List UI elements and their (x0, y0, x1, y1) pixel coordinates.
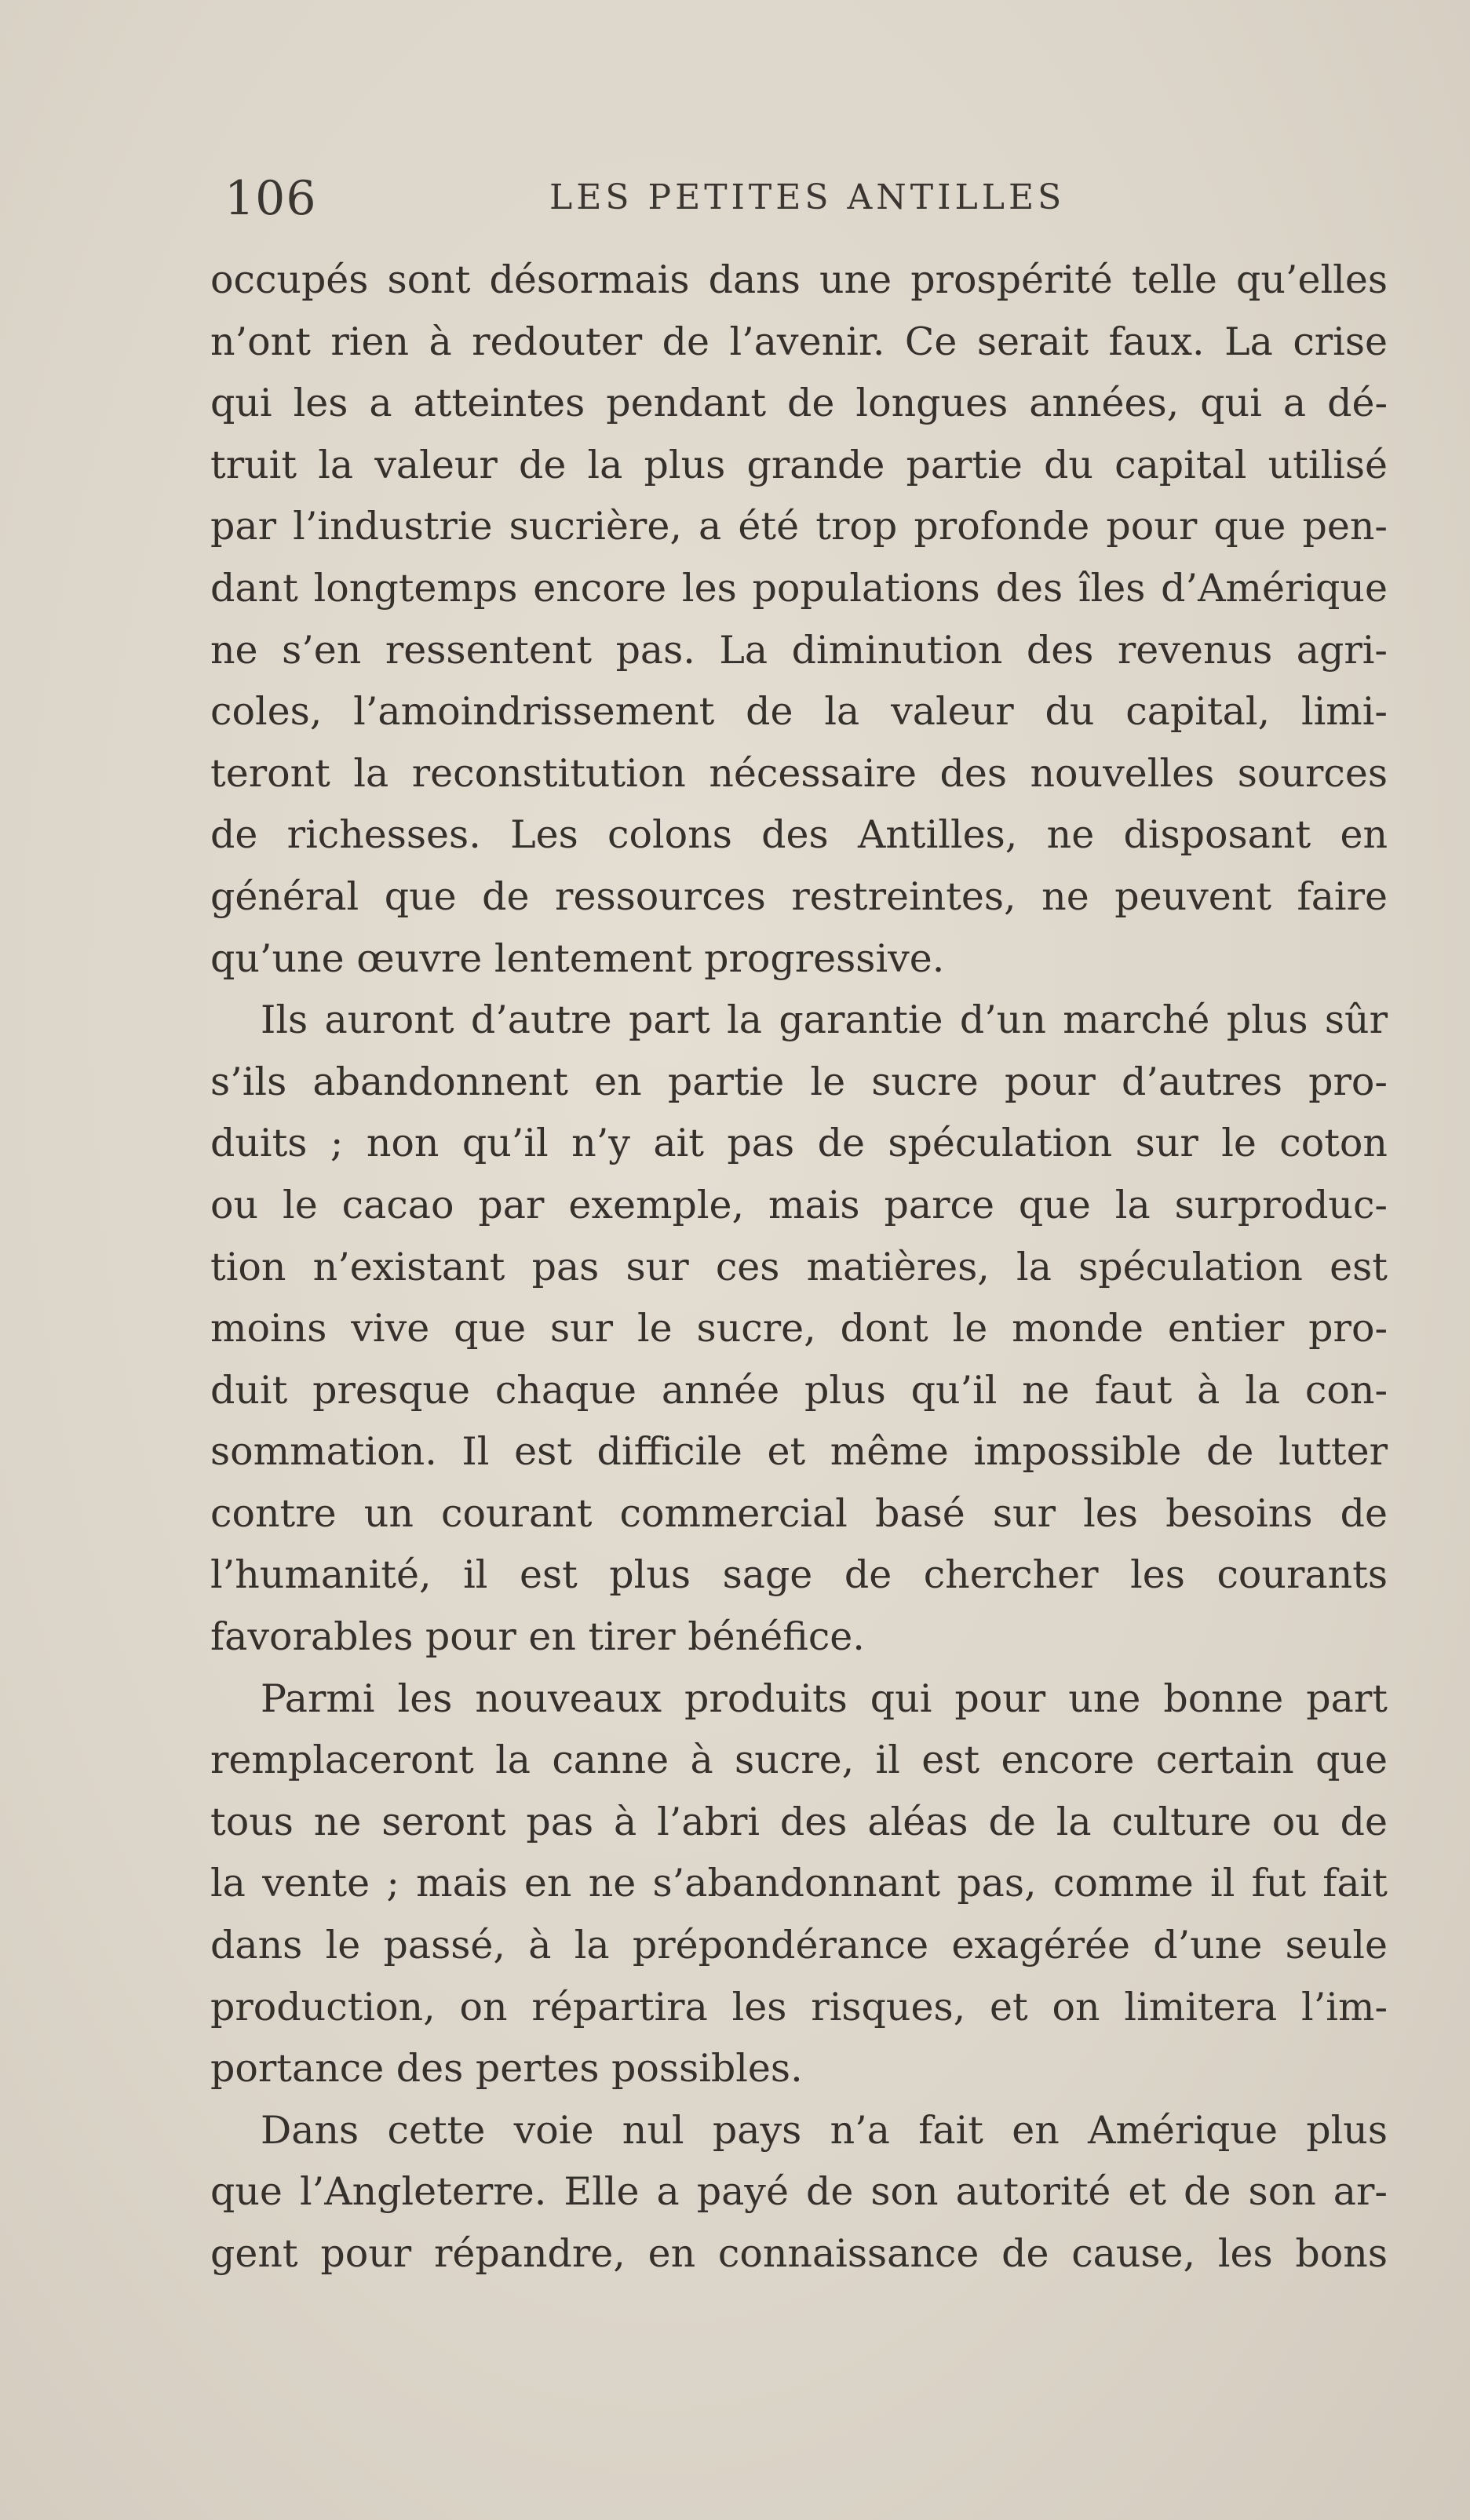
text-line: sommation. Il est difficile et même impossible de lutter (210, 1429, 1388, 1475)
page-number: 106 (224, 171, 317, 226)
text-line: portance des pertes possibles. (210, 2046, 803, 2091)
text-line: ne s’en ressentent pas. La diminution des revenus agri- (210, 627, 1388, 673)
text-line: de richesses. Les colons des Antilles, ne disposant en (210, 812, 1388, 858)
text-line: général que de ressources restreintes, ne peuvent faire (210, 873, 1388, 919)
text-line: coles, l’amoindrissement de la valeur du capital, limi- (210, 689, 1388, 735)
text-line: favorables pour en tirer bénéfice. (210, 1614, 865, 1660)
text-line: qui les a atteintes pendant de longues années, qui a dé- (210, 381, 1388, 426)
body-text (210, 250, 1388, 2285)
running-title: LES PETITES ANTILLES (549, 177, 1066, 217)
text-line: production, on répartira les risques, et on limitera l’im- (210, 1984, 1388, 2029)
paragraph-3 (210, 1668, 1388, 2100)
text-line: dans le passé, à la prépondérance exagérée d’une seule (210, 1923, 1388, 1968)
text-line: duit presque chaque année plus qu’il ne faut à la con- (210, 1367, 1388, 1413)
paragraph-2 (210, 990, 1388, 1668)
text-line: Ils auront d’autre part la garantie d’un marché plus sûr (261, 997, 1388, 1043)
text-line: que l’Angleterre. Elle a payé de son autorité et de son ar- (210, 2169, 1388, 2215)
paragraph-1 (210, 250, 1388, 990)
text-line: qu’une œuvre lentement progressive. (210, 935, 945, 981)
text-line: la vente ; mais en ne s’abandonnant pas, comme il fut fait (210, 1861, 1388, 1906)
text-line: duits ; non qu’il n’y ait pas de spéculation sur le coton (210, 1121, 1388, 1166)
text-line: tous ne seront pas à l’abri des aléas de la culture ou de (210, 1799, 1388, 1844)
text-line: n’ont rien à redouter de l’avenir. Ce serait faux. La crise (210, 319, 1388, 364)
text-line: par l’industrie sucrière, a été trop profonde pour que pen- (210, 504, 1388, 549)
text-line: ou le cacao par exemple, mais parce que la surproduc- (210, 1182, 1388, 1227)
text-line: Dans cette voie nul pays n’a fait en Amérique plus (261, 2107, 1388, 2153)
text-line: tion n’existant pas sur ces matières, la spéculation est (210, 1244, 1388, 1289)
text-line: contre un courant commercial basé sur les besoins de (210, 1490, 1388, 1536)
text-line: remplaceront la canne à sucre, il est encore certain que (210, 1738, 1388, 1783)
text-line: gent pour répandre, en connaissance de cause, les bons (210, 2231, 1388, 2276)
text-line: teront la reconstitution nécessaire des nouvelles sources (210, 750, 1388, 796)
text-line: s’ils abandonnent en partie le sucre pour d’autres pro- (210, 1059, 1388, 1104)
text-line: Parmi les nouveaux produits qui pour une bonne part (261, 1676, 1388, 1721)
text-line: truit la valeur de la plus grande partie du capital utilisé (210, 442, 1388, 487)
paragraph-4 (210, 2100, 1388, 2285)
text-line: dant longtemps encore les populations des îles d’Amérique (210, 565, 1388, 611)
text-line: occupés sont désormais dans une prospérité telle qu’elles (210, 257, 1388, 302)
page-header (212, 171, 1405, 234)
text-line: l’humanité, il est plus sage de chercher les courants (210, 1552, 1388, 1598)
text-line: moins vive que sur le sucre, dont le monde entier pro- (210, 1306, 1388, 1351)
